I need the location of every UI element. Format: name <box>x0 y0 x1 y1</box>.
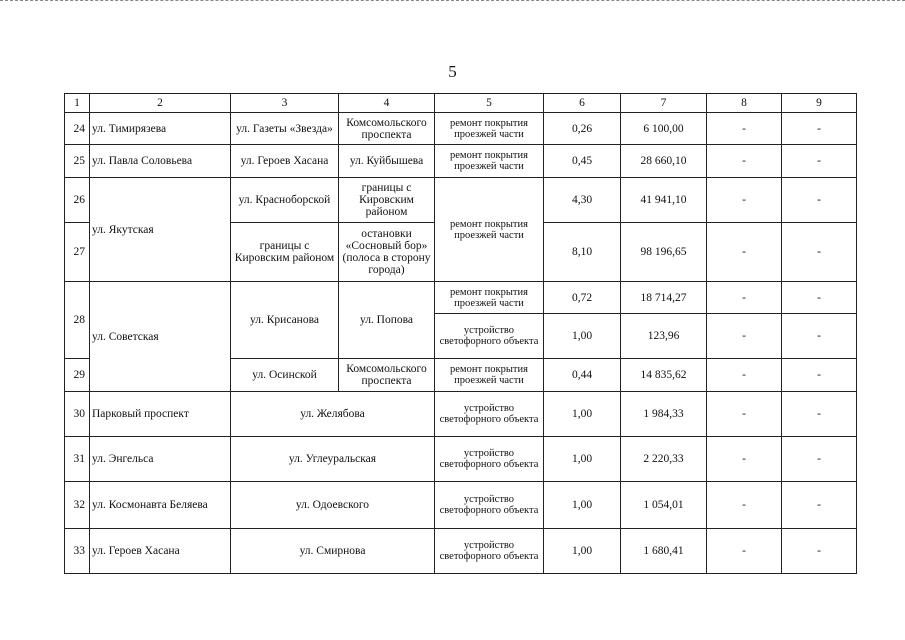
table-row <box>65 392 857 437</box>
segment-to: Комсомольского проспекта <box>339 359 435 392</box>
work-type: ремонт покрытия проезжей части <box>435 178 544 282</box>
col8-value: - <box>707 392 782 437</box>
row-number: 30 <box>65 392 90 437</box>
table-row <box>65 178 857 223</box>
header-cell: 3 <box>231 94 339 113</box>
row-number: 24 <box>65 113 90 145</box>
work-type: устройство светофорного объекта <box>435 314 544 359</box>
length-value: 0,26 <box>544 113 621 145</box>
work-type: устройство светофорного объекта <box>435 529 544 574</box>
col8-value: - <box>707 482 782 529</box>
col8-value: - <box>707 314 782 359</box>
row-number: 27 <box>65 223 90 282</box>
col9-value: - <box>782 529 857 574</box>
length-value: 1,00 <box>544 482 621 529</box>
length-value: 0,45 <box>544 145 621 178</box>
col8-value: - <box>707 529 782 574</box>
length-value: 4,30 <box>544 178 621 223</box>
length-value: 1,00 <box>544 314 621 359</box>
cost-value: 1 984,33 <box>621 392 707 437</box>
table-row <box>65 529 857 574</box>
col8-value: - <box>707 223 782 282</box>
segment-location: ул. Углеуральская <box>231 437 435 482</box>
street-name: ул. Советская <box>90 282 231 392</box>
street-name: Парковый проспект <box>90 392 231 437</box>
cost-value: 6 100,00 <box>621 113 707 145</box>
segment-from: ул. Газеты «Звезда» <box>231 113 339 145</box>
row-number: 28 <box>65 282 90 359</box>
header-cell: 2 <box>90 94 231 113</box>
work-type: ремонт покрытия проезжей части <box>435 145 544 178</box>
row-number: 31 <box>65 437 90 482</box>
col8-value: - <box>707 359 782 392</box>
col8-value: - <box>707 178 782 223</box>
length-value: 1,00 <box>544 529 621 574</box>
table-row <box>65 482 857 529</box>
col9-value: - <box>782 223 857 282</box>
segment-from: границы с Кировским районом <box>231 223 339 282</box>
work-type: устройство светофорного объекта <box>435 482 544 529</box>
col9-value: - <box>782 437 857 482</box>
col8-value: - <box>707 437 782 482</box>
segment-from: ул. Героев Хасана <box>231 145 339 178</box>
header-cell: 1 <box>65 94 90 113</box>
col8-value: - <box>707 282 782 314</box>
street-name: ул. Космонавта Беляева <box>90 482 231 529</box>
col9-value: - <box>782 178 857 223</box>
header-cell: 9 <box>782 94 857 113</box>
row-number: 33 <box>65 529 90 574</box>
header-cell: 4 <box>339 94 435 113</box>
street-name: ул. Героев Хасана <box>90 529 231 574</box>
row-number: 25 <box>65 145 90 178</box>
work-type: ремонт покрытия проезжей части <box>435 113 544 145</box>
col9-value: - <box>782 482 857 529</box>
segment-to: Комсомольского проспекта <box>339 113 435 145</box>
work-type: устройство светофорного объекта <box>435 392 544 437</box>
street-name: ул. Павла Соловьева <box>90 145 231 178</box>
header-cell: 8 <box>707 94 782 113</box>
col9-value: - <box>782 392 857 437</box>
row-number: 29 <box>65 359 90 392</box>
segment-location: ул. Желябова <box>231 392 435 437</box>
col9-value: - <box>782 359 857 392</box>
col9-value: - <box>782 282 857 314</box>
col8-value: - <box>707 145 782 178</box>
street-name: ул. Тимирязева <box>90 113 231 145</box>
street-name: ул. Энгельса <box>90 437 231 482</box>
table-row <box>65 113 857 145</box>
table-header-row <box>65 94 857 113</box>
header-cell: 6 <box>544 94 621 113</box>
cost-value: 41 941,10 <box>621 178 707 223</box>
work-type: ремонт покрытия проезжей части <box>435 282 544 314</box>
header-cell: 5 <box>435 94 544 113</box>
row-number: 32 <box>65 482 90 529</box>
cost-value: 123,96 <box>621 314 707 359</box>
work-type: устройство светофорного объекта <box>435 437 544 482</box>
segment-to: остановки «Сосновый бор» (полоса в сторону города) <box>339 223 435 282</box>
cost-value: 2 220,33 <box>621 437 707 482</box>
page-number: 5 <box>448 62 457 81</box>
segment-to: границы с Кировским районом <box>339 178 435 223</box>
length-value: 0,72 <box>544 282 621 314</box>
street-name: ул. Якутская <box>90 178 231 282</box>
col9-value: - <box>782 113 857 145</box>
length-value: 1,00 <box>544 437 621 482</box>
work-type: ремонт покрытия проезжей части <box>435 359 544 392</box>
table-row <box>65 145 857 178</box>
table-row <box>65 437 857 482</box>
row-number: 26 <box>65 178 90 223</box>
cost-value: 98 196,65 <box>621 223 707 282</box>
segment-from: ул. Крисанова <box>231 282 339 359</box>
segment-location: ул. Смирнова <box>231 529 435 574</box>
header-cell: 7 <box>621 94 707 113</box>
cost-value: 1 054,01 <box>621 482 707 529</box>
segment-location: ул. Одоевского <box>231 482 435 529</box>
col9-value: - <box>782 145 857 178</box>
roads-table <box>64 93 857 574</box>
scan-edge-line <box>0 0 905 7</box>
segment-to: ул. Попова <box>339 282 435 359</box>
length-value: 1,00 <box>544 392 621 437</box>
segment-from: ул. Осинской <box>231 359 339 392</box>
col8-value: - <box>707 113 782 145</box>
cost-value: 28 660,10 <box>621 145 707 178</box>
length-value: 0,44 <box>544 359 621 392</box>
segment-from: ул. Красноборской <box>231 178 339 223</box>
col9-value: - <box>782 314 857 359</box>
cost-value: 18 714,27 <box>621 282 707 314</box>
cost-value: 1 680,41 <box>621 529 707 574</box>
length-value: 8,10 <box>544 223 621 282</box>
cost-value: 14 835,62 <box>621 359 707 392</box>
table-row <box>65 282 857 314</box>
segment-to: ул. Куйбышева <box>339 145 435 178</box>
